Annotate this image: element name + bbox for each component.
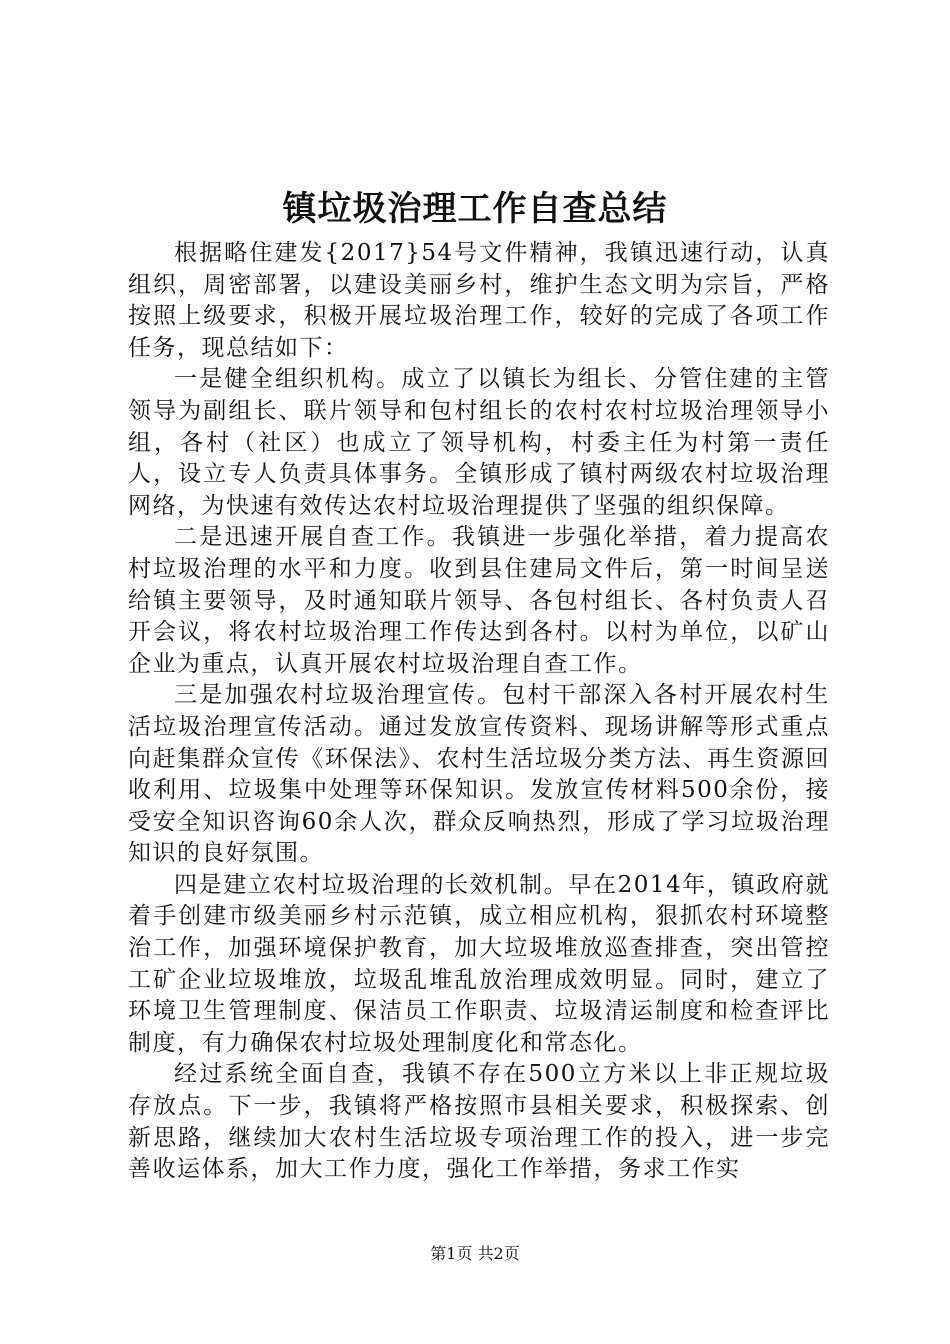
paragraph-conclusion: 经过系统全面自查，我镇不存在500立方米以上非正规垃圾存放点。下一步，我镇将严格按照市县相关要求，积极探索、创新思路，继续加大农村生活垃圾专项治理工作的投入，进一步完善收运体系，加大工作力度，强化工作举措，务求工作实 <box>128 1061 830 1183</box>
paragraph-long-term-mechanism: 四是建立农村垃圾治理的长效机制。早在2014年，镇政府就着手创建市级美丽乡村示范镇，成立相应机构，狠抓农村环境整治工作，加强环境保护教育，加大垃圾堆放巡查排查，突出管控工矿企业垃圾堆放，垃圾乱堆乱放治理成效明显。同时，建立了环境卫生管理制度、保洁员工作职责、垃圾清运制度和检查评比制度，有力确保农村垃圾处理制度化和常态化。 <box>128 871 830 1056</box>
paragraph-publicity: 三是加强农村垃圾治理宣传。包村干部深入各村开展农村生活垃圾治理宣传活动。通过发放宣传资料、现场讲解等形式重点向赶集群众宣传《环保法》、农村生活垃圾分类方法、再生资源回收利用、垃圾集中处理等环保知识。发放宣传材料500余份，接受安全知识咨询60余人次，群众反响热烈，形成了学习垃圾治理知识的良好氛围。 <box>128 682 830 867</box>
paragraph-self-inspection: 二是迅速开展自查工作。我镇进一步强化举措，着力提高农村垃圾治理的水平和力度。收到县住建局文件后，第一时间呈送给镇主要领导，及时通知联片领导、各包村组长、各村负责人召开会议，将农村垃圾治理工作传达到各村。以村为单位，以矿山企业为重点，认真开展农村垃圾治理自查工作。 <box>128 524 830 677</box>
paragraph-organization: 一是健全组织机构。成立了以镇长为组长、分管住建的主管领导为副组长、联片领导和包村组长的农村农村垃圾治理领导小组，各村（社区）也成立了领导机构，村委主任为村第一责任人，设立专人负责具体事务。全镇形成了镇村两级农村垃圾治理网络，为快速有效传达农村垃圾治理提供了坚强的组织保障。 <box>128 366 830 519</box>
paragraph-intro: 根据略住建发{2017}54号文件精神，我镇迅速行动，认真组织，周密部署，以建设美丽乡村，维护生态文明为宗旨，严格按照上级要求，积极开展垃圾治理工作，较好的完成了各项工作任务，现总结如下： <box>128 240 830 361</box>
document-body <box>128 238 830 1186</box>
document-title: 镇垃圾治理工作自查总结 <box>282 189 668 229</box>
page-number-footer: 第1页 共2页 <box>430 1244 520 1263</box>
